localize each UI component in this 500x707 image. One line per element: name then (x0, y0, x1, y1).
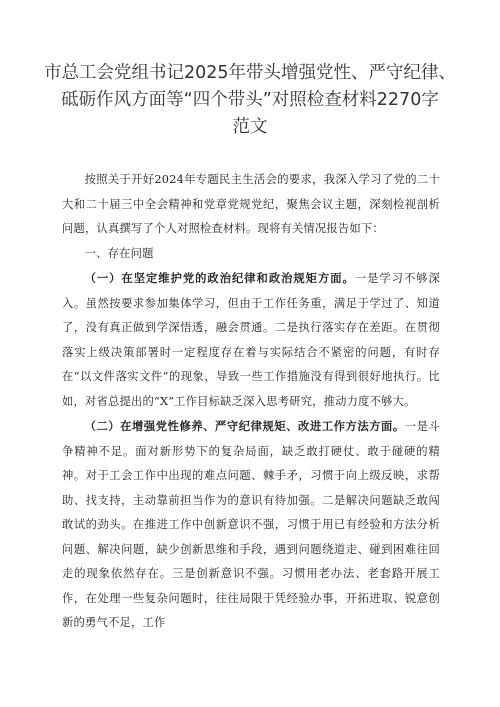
item2-heading: （二）在增强党性修养、严守纪律规矩、改进工作方法方面。 (84, 419, 405, 433)
title-line-2: 砥砺作风方面等“四个带头”对照检查材料2270字 (61, 90, 439, 110)
item2-text: 一是斗争精神不足。面对新形势下的复杂局面，缺乏敢打硬仗、敢于碰硬的精神。对于工会工作中出现的难点问题、棘手矛，习惯于向上级反映，求帮助、找支持，主动靠前担当作为的意识有待加强。二是解决问题缺乏敢闯敢试的劲头。在推进工作中创新意识不强，习惯于用已有经验和方法分析问题、解决问题，缺少创新思维和手段，遇到问题绕道走、碰到困难往回走的现象依然存在。三是创新意识不强。习惯用老办法、老套路开展工作，在处理一些复杂问题时，往往局限于凭经验办事，开拓进取、锐意创新的勇气不足，工作 (62, 420, 440, 629)
title-line-3: 范文 (232, 117, 268, 137)
intro-paragraph: 按照关于开好2024年专题民主生活会的要求，我深入学习了党的二十大和二十届三中全会精神和党章党规党纪，聚焦会议主题，深刻检视剖析问题，认真撰写了个人对照检查材料。现将有关情况报告如下： (62, 173, 440, 235)
item1-text: 一是学习不够深入。虽然按要求参加集体学习，但由于工作任务重，满足于学过了、知道了，没有真正做到学深悟透，融会贯通。二是执行落实存在差距。在贯彻落实上级决策部署时一定程度存在着与实际结合不紧密的问题，有时存在“以文件落实文件”的现象，导致一些工作措施没有得到很好地执行。比如，对省总提出的“X”工作目标缺乏深入思考研究，推动力度不够大。 (62, 272, 441, 408)
section-heading: 一、存在问题 (84, 246, 154, 260)
item1-paragraph (62, 266, 440, 414)
item1-heading: （一）在坚定维护党的政治纪律和政治规矩方面。 (84, 271, 355, 285)
item2-paragraph (62, 414, 440, 636)
title-line-1: 市总工会党组书记2025年带头增强党性、严守纪律、 (43, 63, 457, 83)
document-body (62, 168, 440, 636)
document-title (30, 60, 470, 141)
